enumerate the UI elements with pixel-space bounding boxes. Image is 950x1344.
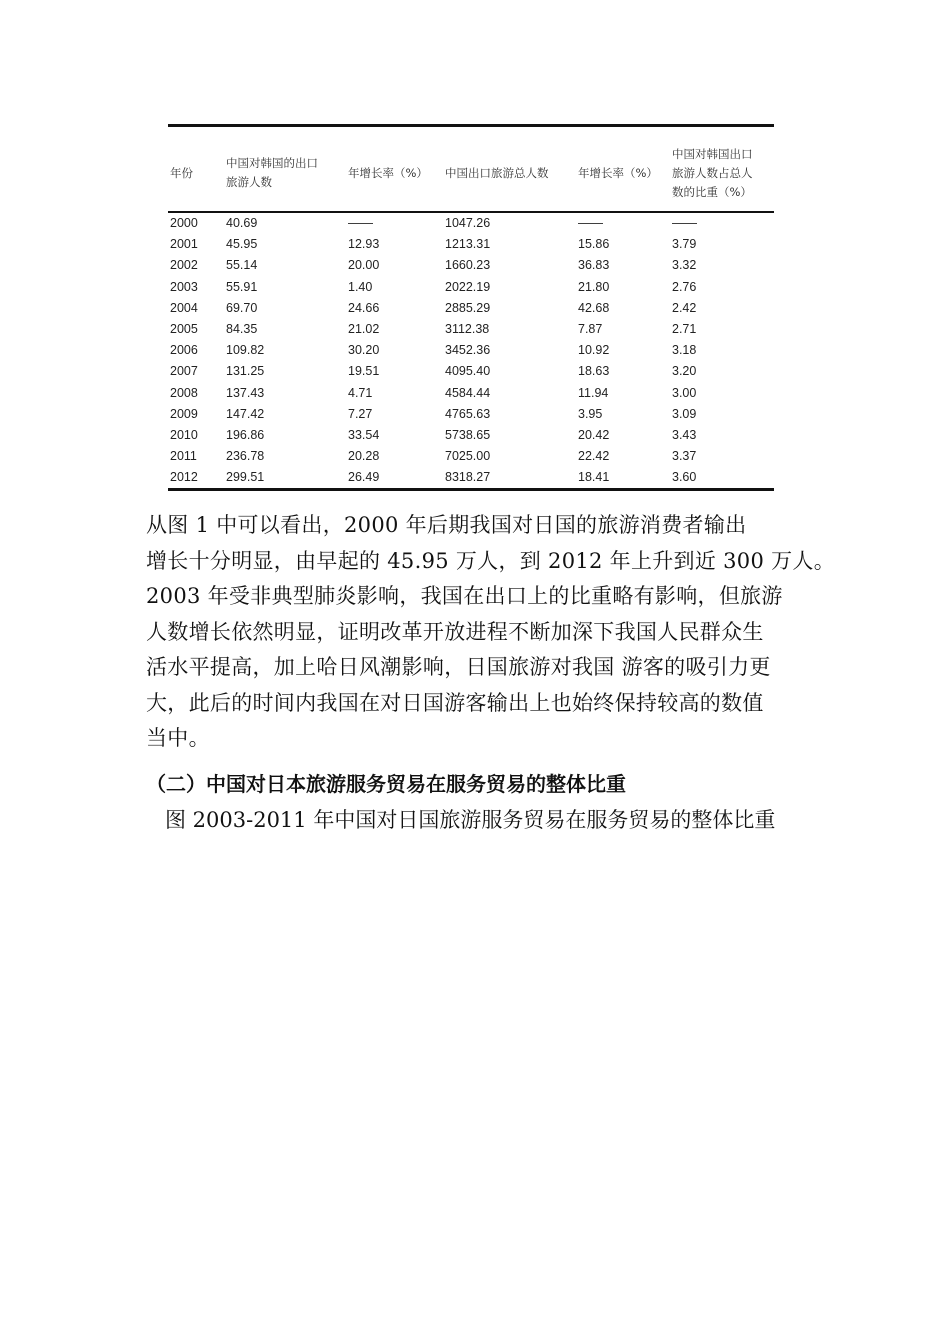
header-total-exports xyxy=(445,138,549,208)
table-cell: 21.02 xyxy=(348,322,380,336)
header-text: 旅游人数 xyxy=(226,175,272,189)
table-cell: 3.20 xyxy=(672,364,697,379)
table-cell: 3.18 xyxy=(672,343,697,358)
figure-caption: 图 2003-2011 年中国对日国旅游服务贸易在服务贸易的整体比重 xyxy=(165,808,776,832)
table-cell: 3.60 xyxy=(672,470,697,485)
table-cell: 3.95 xyxy=(578,406,603,421)
header-text: 中国出口旅游总人数 xyxy=(445,165,549,180)
body-paragraph xyxy=(146,508,835,757)
table-cell: 84.35 xyxy=(226,322,258,336)
paragraph-line: 增长十分明显，由早起的 45.95 万人，到 2012 年上升到近 300 万人。 xyxy=(146,548,835,573)
paragraph-line: 2003 年受非典型肺炎影响，我国在出口上的比重略有影响，但旅游 xyxy=(146,584,783,608)
table-cell: 3.09 xyxy=(672,406,697,421)
table-cell: 36.83 xyxy=(578,258,610,273)
table-cell: 2.71 xyxy=(672,322,697,336)
table-cell: 2005 xyxy=(170,322,198,336)
table-cell: 55.91 xyxy=(226,279,258,294)
table-cell: 7.27 xyxy=(348,406,373,421)
table-cell: 55.14 xyxy=(226,258,258,273)
paragraph-line: 活水平提高，加上哈日风潮影响，日国旅游对我国 游客的吸引力更 xyxy=(146,655,771,679)
table-cell: 3.37 xyxy=(672,449,697,464)
table-row xyxy=(168,213,774,234)
table-cell: 109.82 xyxy=(226,343,265,358)
table-cell: 2007 xyxy=(170,364,198,379)
header-text: 年增长率（%） xyxy=(578,165,658,180)
header-text: 旅游人数占总人 xyxy=(672,165,753,180)
table-cell: 2885.29 xyxy=(445,300,491,315)
paragraph-line: 人数增长依然明显，证明改革开放进程不断加深下我国人民群众生 xyxy=(146,619,764,644)
table-cell: 299.51 xyxy=(226,470,265,485)
header-text: 中国对韩国出口 xyxy=(672,146,753,161)
header-text: 数的比重（%） xyxy=(672,184,752,199)
table-row xyxy=(168,277,774,298)
table-cell: 20.42 xyxy=(578,428,610,442)
table-cell: 18.63 xyxy=(578,364,610,379)
table-cell: 2009 xyxy=(170,406,198,421)
table-cell: 1.40 xyxy=(348,279,373,294)
header-share xyxy=(672,138,753,208)
table-cell: 2004 xyxy=(170,300,198,315)
table-cell: 24.66 xyxy=(348,300,380,315)
table-cell: 4.71 xyxy=(348,385,373,400)
table-row xyxy=(168,255,774,276)
table-cell: 2002 xyxy=(170,258,198,273)
table-cell: 1213.31 xyxy=(445,237,491,252)
table-cell: 20.28 xyxy=(348,449,380,464)
table-cell: 45.95 xyxy=(226,237,258,252)
header-exports-korea xyxy=(226,138,318,208)
table-cell: 40.69 xyxy=(226,216,258,230)
table-cell: 2012 xyxy=(170,470,198,485)
header-growth-rate-1 xyxy=(348,138,428,208)
header-text: 中国对韩国的出口 xyxy=(226,156,318,170)
paragraph-line: 大，此后的时间内我国在对日国游客输出上也始终保持较高的数值 xyxy=(146,690,764,715)
table-cell: 22.42 xyxy=(578,449,610,464)
table-bottom-rule xyxy=(168,488,774,491)
table-row xyxy=(168,383,774,404)
table-row xyxy=(168,467,774,488)
table-cell: 2003 xyxy=(170,279,198,294)
table-cell: 2001 xyxy=(170,237,198,252)
header-text: 年增长率（%） xyxy=(348,165,428,180)
table-cell: 147.42 xyxy=(226,406,265,421)
table-cell: 4584.44 xyxy=(445,385,491,400)
table-cell: 4765.63 xyxy=(445,406,491,421)
table-cell: 131.25 xyxy=(226,364,265,379)
table-row xyxy=(168,319,774,340)
table-cell: 3.79 xyxy=(672,237,697,252)
table-cell: 26.49 xyxy=(348,470,380,485)
table-row xyxy=(168,404,774,425)
table-cell: 8318.27 xyxy=(445,470,491,485)
table-row xyxy=(168,446,774,467)
table-cell: 18.41 xyxy=(578,470,610,485)
table-cell: —— xyxy=(578,216,603,230)
table-cell: —— xyxy=(672,216,697,230)
table-cell: 30.20 xyxy=(348,343,380,358)
table-cell: 15.86 xyxy=(578,237,610,252)
table-cell: 3.32 xyxy=(672,258,697,273)
table-cell: 3452.36 xyxy=(445,343,491,358)
table-row xyxy=(168,361,774,382)
table-cell: 236.78 xyxy=(226,449,265,464)
table-cell: 2.76 xyxy=(672,279,697,294)
table-cell: —— xyxy=(348,216,373,230)
table-cell: 3.00 xyxy=(672,385,697,400)
table-cell: 7025.00 xyxy=(445,449,491,464)
header-text: 年份 xyxy=(170,165,193,180)
table-cell: 1047.26 xyxy=(445,216,491,230)
table-cell: 42.68 xyxy=(578,300,610,315)
paragraph-line: 当中。 xyxy=(146,726,210,750)
table-row xyxy=(168,425,774,446)
table-cell: 1660.23 xyxy=(445,258,491,273)
table-cell: 2008 xyxy=(170,385,198,400)
table-cell: 4095.40 xyxy=(445,364,491,379)
section-heading: （二）中国对日本旅游服务贸易在服务贸易的整体比重 xyxy=(146,772,626,796)
header-year xyxy=(170,138,193,208)
table-cell: 20.00 xyxy=(348,258,380,273)
table-row xyxy=(168,340,774,361)
table-cell: 137.43 xyxy=(226,385,265,400)
header-growth-rate-2 xyxy=(578,138,658,208)
table-cell: 3112.38 xyxy=(445,322,490,336)
table-cell: 2022.19 xyxy=(445,279,491,294)
table-cell: 69.70 xyxy=(226,300,258,315)
table-cell: 2006 xyxy=(170,343,198,358)
table-cell: 196.86 xyxy=(226,428,265,442)
table-cell: 2000 xyxy=(170,216,198,230)
table-cell: 3.43 xyxy=(672,428,697,442)
table-cell: 11.94 xyxy=(578,385,609,400)
table-top-rule xyxy=(168,124,774,127)
paragraph-line: 从图 1 中可以看出，2000 年后期我国对日国的旅游消费者输出 xyxy=(146,513,747,537)
table-cell: 2010 xyxy=(170,428,198,442)
table-cell: 7.87 xyxy=(578,322,603,336)
table-cell: 10.92 xyxy=(578,343,610,358)
table-cell: 12.93 xyxy=(348,237,380,252)
table-cell: 33.54 xyxy=(348,428,380,442)
table-row xyxy=(168,234,774,255)
table-cell: 19.51 xyxy=(348,364,380,379)
table-cell: 5738.65 xyxy=(445,428,491,442)
table-cell: 2011 xyxy=(170,449,197,464)
table-cell: 2.42 xyxy=(672,300,697,315)
table-row xyxy=(168,298,774,319)
table-cell: 21.80 xyxy=(578,279,610,294)
